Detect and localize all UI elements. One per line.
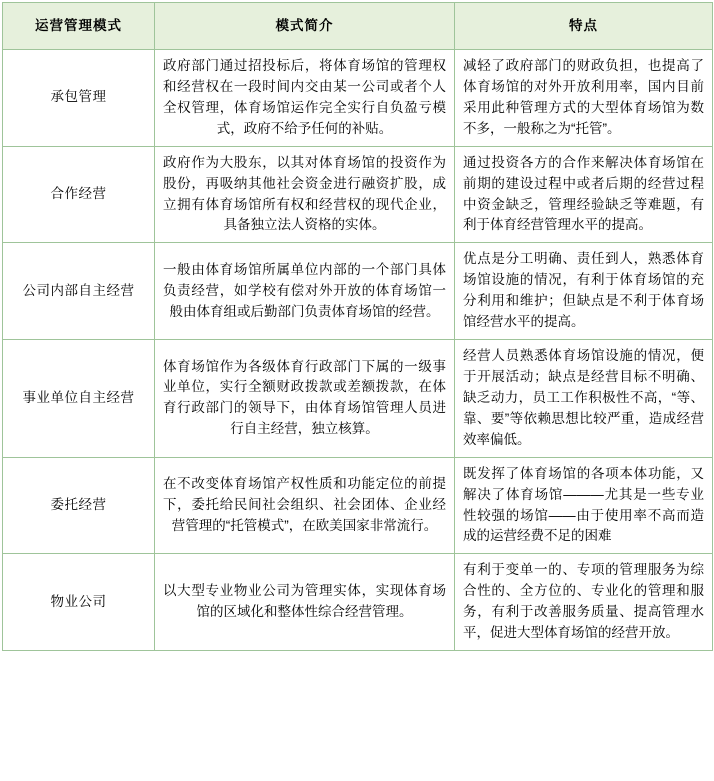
table-header-row [3,3,713,50]
table-header [3,3,713,50]
table-row [3,50,713,147]
table-row [3,554,713,651]
column-header-description: 模式简介 [155,3,455,50]
cell-mode-name: 承包管理 [3,50,155,147]
cell-mode-feature: 优点是分工明确、责任到人，熟悉体育场馆设施的情况，有利于体育场馆的充分利用和维护；但缺点是不利于体育场馆经营水平的提高。 [455,243,713,340]
operation-mode-table [2,2,713,651]
cell-mode-description: 一般由体育场馆所属单位内部的一个部门具体负责经营，如学校有偿对外开放的体育场馆一般由体育组或后勤部门负责体育场馆的经营。 [155,243,455,340]
table-row [3,457,713,554]
cell-mode-feature: 减轻了政府部门的财政负担，也提高了体育场馆的对外开放利用率，国内目前采用此种管理方式的大型体育场馆为数不多，一般称之为“托管”。 [455,50,713,147]
cell-mode-description: 在不改变体育场馆产权性质和功能定位的前提下，委托给民间社会组织、社会团体、企业经营管理的“托管模式”，在欧美国家非常流行。 [155,457,455,554]
cell-mode-feature: 经营人员熟悉体育场馆设施的情况，便于开展活动；缺点是经营目标不明确、缺乏动力，员工工作积极性不高，“等、靠、要”等依赖思想比较严重，造成经营效率偏低。 [455,340,713,458]
cell-mode-description: 政府作为大股东，以其对体育场馆的投资作为股份，再吸纳其他社会资金进行融资扩股，成立拥有体育场馆所有权和经营权的现代企业，具备独立法人资格的实体。 [155,146,455,243]
cell-mode-feature: 既发挥了体育场馆的各项本体功能，又解决了体育场馆———尤其是一些专业性较强的场馆——由于使用率不高而造成的运营经费不足的困难 [455,457,713,554]
cell-mode-name: 物业公司 [3,554,155,651]
cell-mode-name: 公司内部自主经营 [3,243,155,340]
cell-mode-description: 体育场馆作为各级体育行政部门下属的一级事业单位，实行全额财政拨款或差额拨款，在体育行政部门的领导下，由体育场馆管理人员进行自主经营，独立核算。 [155,340,455,458]
table-row [3,243,713,340]
cell-mode-feature: 通过投资各方的合作来解决体育场馆在前期的建设过程中或者后期的经营过程中资金缺乏，管理经验缺乏等难题，有利于体育经营管理水平的提高。 [455,146,713,243]
column-header-mode: 运营管理模式 [3,3,155,50]
table-body [3,50,713,651]
cell-mode-name: 事业单位自主经营 [3,340,155,458]
cell-mode-description: 政府部门通过招投标后，将体育场馆的管理权和经营权在一段时间内交由某一公司或者个人全权管理，体育场馆运作完全实行自负盈亏模式，政府不给予任何的补贴。 [155,50,455,147]
cell-mode-description: 以大型专业物业公司为管理实体，实现体育场馆的区域化和整体性综合经营管理。 [155,554,455,651]
table-row [3,146,713,243]
cell-mode-name: 合作经营 [3,146,155,243]
table-row [3,340,713,458]
cell-mode-name: 委托经营 [3,457,155,554]
column-header-feature: 特点 [455,3,713,50]
cell-mode-feature: 有利于变单一的、专项的管理服务为综合性的、全方位的、专业化的管理和服务，有利于改善服务质量、提高管理水平，促进大型体育场馆的经营开放。 [455,554,713,651]
